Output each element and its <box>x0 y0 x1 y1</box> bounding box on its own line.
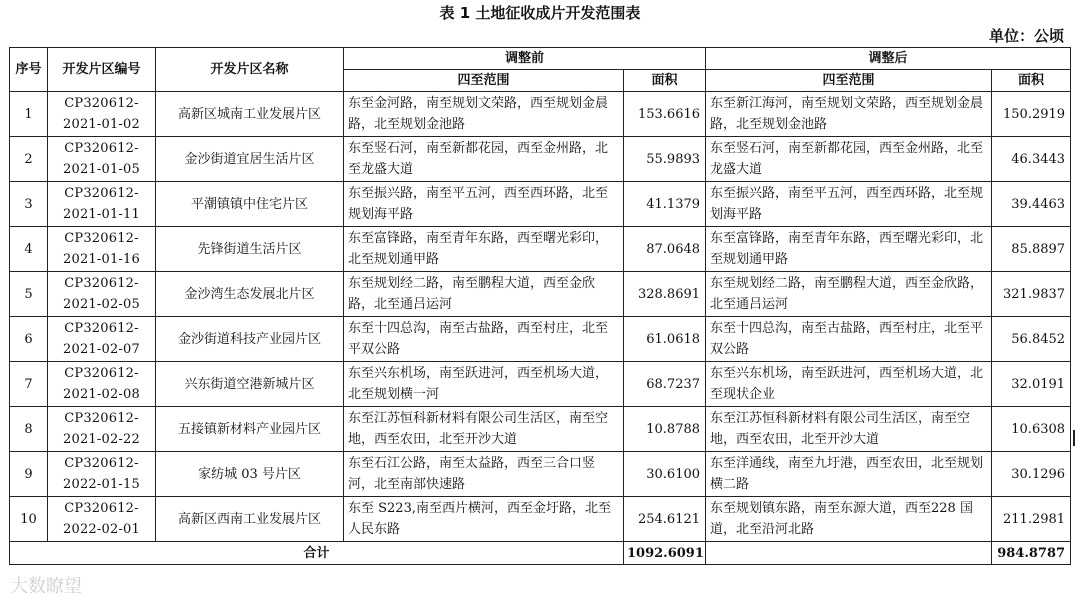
table-row <box>10 497 1071 542</box>
row-after-area: 30.1296 <box>992 452 1071 497</box>
row-before-area: 30.6100 <box>624 452 706 497</box>
row-after-area: 150.2919 <box>992 92 1071 137</box>
table-row <box>10 407 1071 452</box>
header-name: 开发片区名称 <box>156 48 344 92</box>
row-name: 高新区城南工业发展片区 <box>156 92 344 137</box>
total-after-range-empty <box>706 542 992 565</box>
header-after-area: 面积 <box>992 70 1071 92</box>
row-seq: 4 <box>10 227 48 272</box>
header-before-area: 面积 <box>624 70 706 92</box>
header-after-range: 四至范围 <box>706 70 992 92</box>
row-before-area: 328.8691 <box>624 272 706 317</box>
table-row <box>10 452 1071 497</box>
row-after-range: 东至富锋路，南至青年东路，西至曙光彩印，北至规划通甲路 <box>706 227 992 272</box>
total-label: 合计 <box>10 542 624 565</box>
row-code: CP320612-2021-01-11 <box>48 182 156 227</box>
table-row <box>10 317 1071 362</box>
row-before-area: 254.6121 <box>624 497 706 542</box>
header-code: 开发片区编号 <box>48 48 156 92</box>
table-row <box>10 92 1071 137</box>
row-before-range: 东至兴东机场，南至跃进河，西至机场大道，北至规划横一河 <box>344 362 624 407</box>
row-after-area: 56.8452 <box>992 317 1071 362</box>
row-after-range: 东至新江海河，南至规划文荣路，西至规划金晨路，北至规划金池路 <box>706 92 992 137</box>
row-name: 先锋街道生活片区 <box>156 227 344 272</box>
row-after-range: 东至振兴路，南至平五河，西至西环路，北至规划海平路 <box>706 182 992 227</box>
row-seq: 2 <box>10 137 48 182</box>
row-after-range: 东至规划经二路，南至鹏程大道，西至金欣路，北至通吕运河 <box>706 272 992 317</box>
row-before-area: 153.6616 <box>624 92 706 137</box>
header-after: 调整后 <box>706 48 1071 70</box>
table-title: 表 1 土地征收成片开发范围表 <box>439 4 641 22</box>
row-after-area: 39.4463 <box>992 182 1071 227</box>
total-after-area: 984.8787 <box>992 542 1071 565</box>
header-before-range: 四至范围 <box>344 70 624 92</box>
row-code: CP320612-2021-02-08 <box>48 362 156 407</box>
table-row <box>10 227 1071 272</box>
row-code: CP320612-2021-01-05 <box>48 137 156 182</box>
row-before-area: 68.7237 <box>624 362 706 407</box>
table-row <box>10 182 1071 227</box>
header-before: 调整前 <box>344 48 706 70</box>
row-before-area: 10.8788 <box>624 407 706 452</box>
watermark-logo: 大数瞭望 <box>10 576 82 597</box>
row-before-range: 东至十四总沟，南至古盐路，西至村庄，北至平双公路 <box>344 317 624 362</box>
row-before-area: 55.9893 <box>624 137 706 182</box>
row-before-range: 东至富锋路，南至青年东路，西至曙光彩印，北至规划通甲路 <box>344 227 624 272</box>
total-before-area: 1092.6091 <box>624 542 706 565</box>
row-seq: 1 <box>10 92 48 137</box>
row-after-range: 东至十四总沟，南至古盐路，西至村庄，北至平双公路 <box>706 317 992 362</box>
row-after-area: 46.3443 <box>992 137 1071 182</box>
table-body <box>10 92 1071 542</box>
row-after-area: 32.0191 <box>992 362 1071 407</box>
row-code: CP320612-2022-01-15 <box>48 452 156 497</box>
row-seq: 3 <box>10 182 48 227</box>
row-code: CP320612-2021-02-05 <box>48 272 156 317</box>
row-name: 家纺城 03 号片区 <box>156 452 344 497</box>
row-before-range: 东至振兴路，南至平五河，西至西环路，北至规划海平路 <box>344 182 624 227</box>
row-before-area: 41.1379 <box>624 182 706 227</box>
text-cursor-icon <box>1073 430 1075 446</box>
row-after-range: 东至竖石河，南至新都花园，西至金州路，北至龙盛大道 <box>706 137 992 182</box>
row-after-area: 211.2981 <box>992 497 1071 542</box>
row-code: CP320612-2022-02-01 <box>48 497 156 542</box>
row-before-area: 87.0648 <box>624 227 706 272</box>
table-row <box>10 137 1071 182</box>
row-before-range: 东至金河路，南至规划文荣路，西至规划金晨路，北至规划金池路 <box>344 92 624 137</box>
row-name: 金沙街道科技产业园片区 <box>156 317 344 362</box>
row-after-range: 东至江苏恒科新材料有限公司生活区，南至空地，西至农田，北至开沙大道 <box>706 407 992 452</box>
row-before-area: 61.0618 <box>624 317 706 362</box>
row-seq: 10 <box>10 497 48 542</box>
header-seq: 序号 <box>10 48 48 92</box>
row-before-range: 东至规划经二路，南至鹏程大道，西至金欣路，北至通吕运河 <box>344 272 624 317</box>
row-after-area: 321.9837 <box>992 272 1071 317</box>
land-expropriation-table <box>9 47 1071 565</box>
table-row <box>10 362 1071 407</box>
row-name: 兴东街道空港新城片区 <box>156 362 344 407</box>
row-name: 平潮镇镇中住宅片区 <box>156 182 344 227</box>
unit-label: 单位：公顷 <box>988 27 1064 45</box>
row-name: 五接镇新材料产业园片区 <box>156 407 344 452</box>
row-before-range: 东至江苏恒科新材料有限公司生活区，南至空地，西至农田，北至开沙大道 <box>344 407 624 452</box>
row-name: 金沙湾生态发展北片区 <box>156 272 344 317</box>
row-after-area: 85.8897 <box>992 227 1071 272</box>
row-seq: 8 <box>10 407 48 452</box>
row-before-range: 东至石江公路，南至太益路，西至三合口竖河，北至南部快速路 <box>344 452 624 497</box>
row-name: 金沙街道宜居生活片区 <box>156 137 344 182</box>
row-after-range: 东至洋通线，南至九圩港，西至农田，北至规划横二路 <box>706 452 992 497</box>
row-after-area: 10.6308 <box>992 407 1071 452</box>
row-seq: 6 <box>10 317 48 362</box>
row-before-range: 东至竖石河，南至新都花园，西至金州路，北至龙盛大道 <box>344 137 624 182</box>
row-seq: 9 <box>10 452 48 497</box>
row-seq: 7 <box>10 362 48 407</box>
row-seq: 5 <box>10 272 48 317</box>
row-code: CP320612-2021-01-16 <box>48 227 156 272</box>
row-before-range: 东至 S223,南至西片横河，西至金圩路，北至人民东路 <box>344 497 624 542</box>
row-code: CP320612-2021-02-22 <box>48 407 156 452</box>
table-row <box>10 272 1071 317</box>
row-code: CP320612-2021-01-02 <box>48 92 156 137</box>
row-code: CP320612-2021-02-07 <box>48 317 156 362</box>
row-after-range: 东至规划镇东路，南至东源大道，西至228 国道，北至沿河北路 <box>706 497 992 542</box>
total-row <box>10 542 1071 565</box>
row-name: 高新区西南工业发展片区 <box>156 497 344 542</box>
row-after-range: 东至兴东机场，南至跃进河，西至机场大道，北至现状企业 <box>706 362 992 407</box>
